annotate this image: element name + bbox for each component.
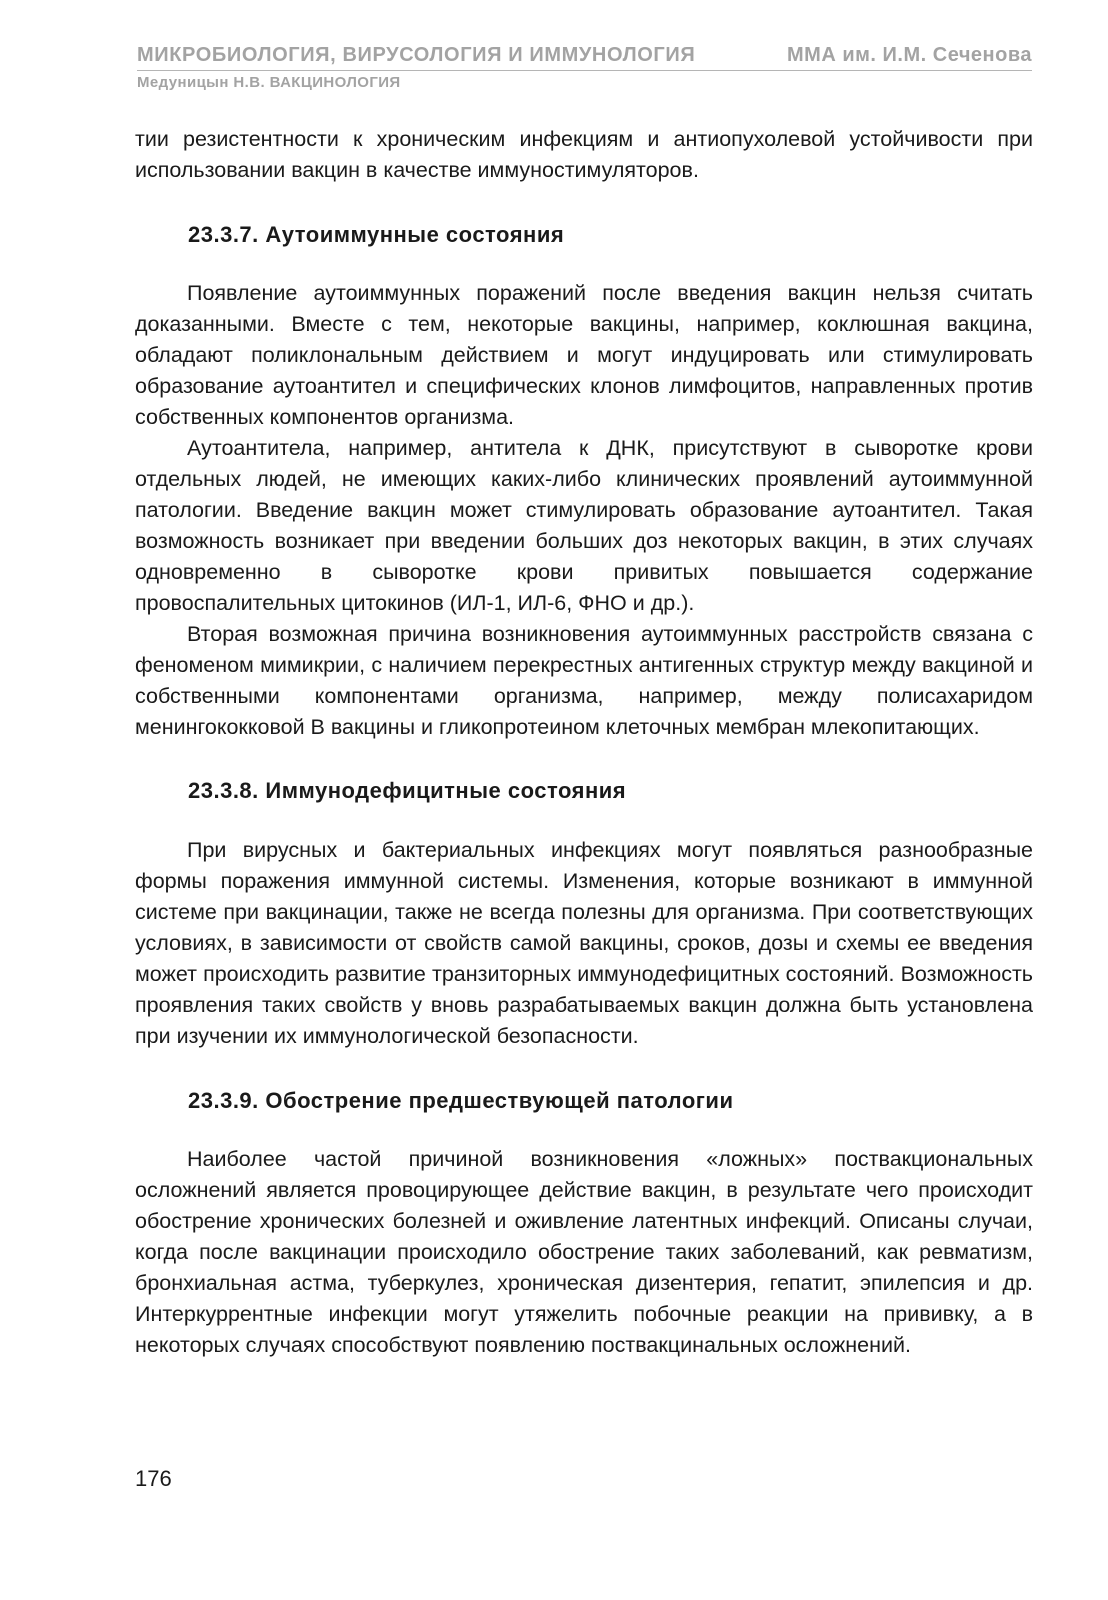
body-paragraph: При вирусных и бактериальных инфекциях могут появляться разнообразные формы поражения иммунной системы. Изменения, которые возникают в иммунной системе при вакцинации, также не всегда полезны для организма. При соответствующих условиях, в зависимости от свойств самой вакцины, сроков, дозы и схемы ее введения может происходить развитие транзиторных иммунодефицитных состояний. Возможность проявления таких свойств у вновь разрабатываемых вакцин должна быть установлена при изучении их иммунологической безопасности. xyxy=(135,838,1033,1048)
page-body xyxy=(135,124,1033,1361)
header-author-line: Медуницын Н.В. ВАКЦИНОЛОГИЯ xyxy=(137,74,401,91)
body-paragraph: Появление аутоиммунных поражений после введения вакцин нельзя считать доказанными. Вместе с тем, некоторые вакцины, например, коклюшная вакцина, обладают поликлональным действием и могут индуцировать или стимулировать образование аутоантител и специфических клонов лимфоцитов, направленных против собственных компонентов организма. xyxy=(135,281,1033,429)
running-header xyxy=(137,44,1032,91)
body-paragraph: Аутоантитела, например, антитела к ДНК, присутствуют в сыворотке крови отдельных людей, не имеющих каких-либо клинических проявлений аутоиммунной патологии. Введение вакцин может стимулировать образование аутоантител. Такая возможность возникает при введении больших доз некоторых вакцин, в этих случаях одновременно в сыворотке крови привитых повышается содержание провоспалительных цитокинов (ИЛ-1, ИЛ-6, ФНО и др.). xyxy=(135,436,1033,615)
body-paragraph: Вторая возможная причина возникновения аутоиммунных расстройств связана с феноменом мимикрии, с наличием перекрестных антигенных структур между вакциной и собственными компонентами организма, например, между полисахаридом менингококковой В вакцины и гликопротеином клеточных мембран млекопитающих. xyxy=(135,622,1033,739)
header-institution: ММА им. И.М. Сеченова xyxy=(787,44,1032,66)
page-number: 176 xyxy=(135,1466,172,1491)
body-paragraph: Наиболее частой причиной возникновения «ложных» поствакциональных осложнений является провоцирующее действие вакцин, в результате чего происходит обострение хронических болезней и оживление латентных инфекций. Описаны случаи, когда после вакцинации происходило обострение таких заболеваний, как ревматизм, бронхиальная астма, туберкулез, хроническая дизентерия, гепатит, эпилепсия и др. Интеркуррентные инфекции могут утяжелить побочные реакции на прививку, а в некоторых случаях способствуют появлению поствакцинальных осложнений. xyxy=(135,1147,1033,1357)
running-header-top-line xyxy=(137,44,1032,71)
header-subject: МИКРОБИОЛОГИЯ, ВИРУСОЛОГИЯ И ИММУНОЛОГИЯ xyxy=(137,44,696,66)
section-title-autoimmune: 23.3.7. Аутоиммунные состояния xyxy=(188,222,565,247)
section-title-exacerbation: 23.3.9. Обострение предшествующей патологии xyxy=(188,1088,734,1113)
intro-paragraph: тии резистентности к хроническим инфекциям и антиопухолевой устойчивости при использовании вакцин в качестве иммуностимуляторов. xyxy=(135,127,1033,182)
section-title-immunodeficiency: 23.3.8. Иммунодефицитные состояния xyxy=(188,778,627,803)
